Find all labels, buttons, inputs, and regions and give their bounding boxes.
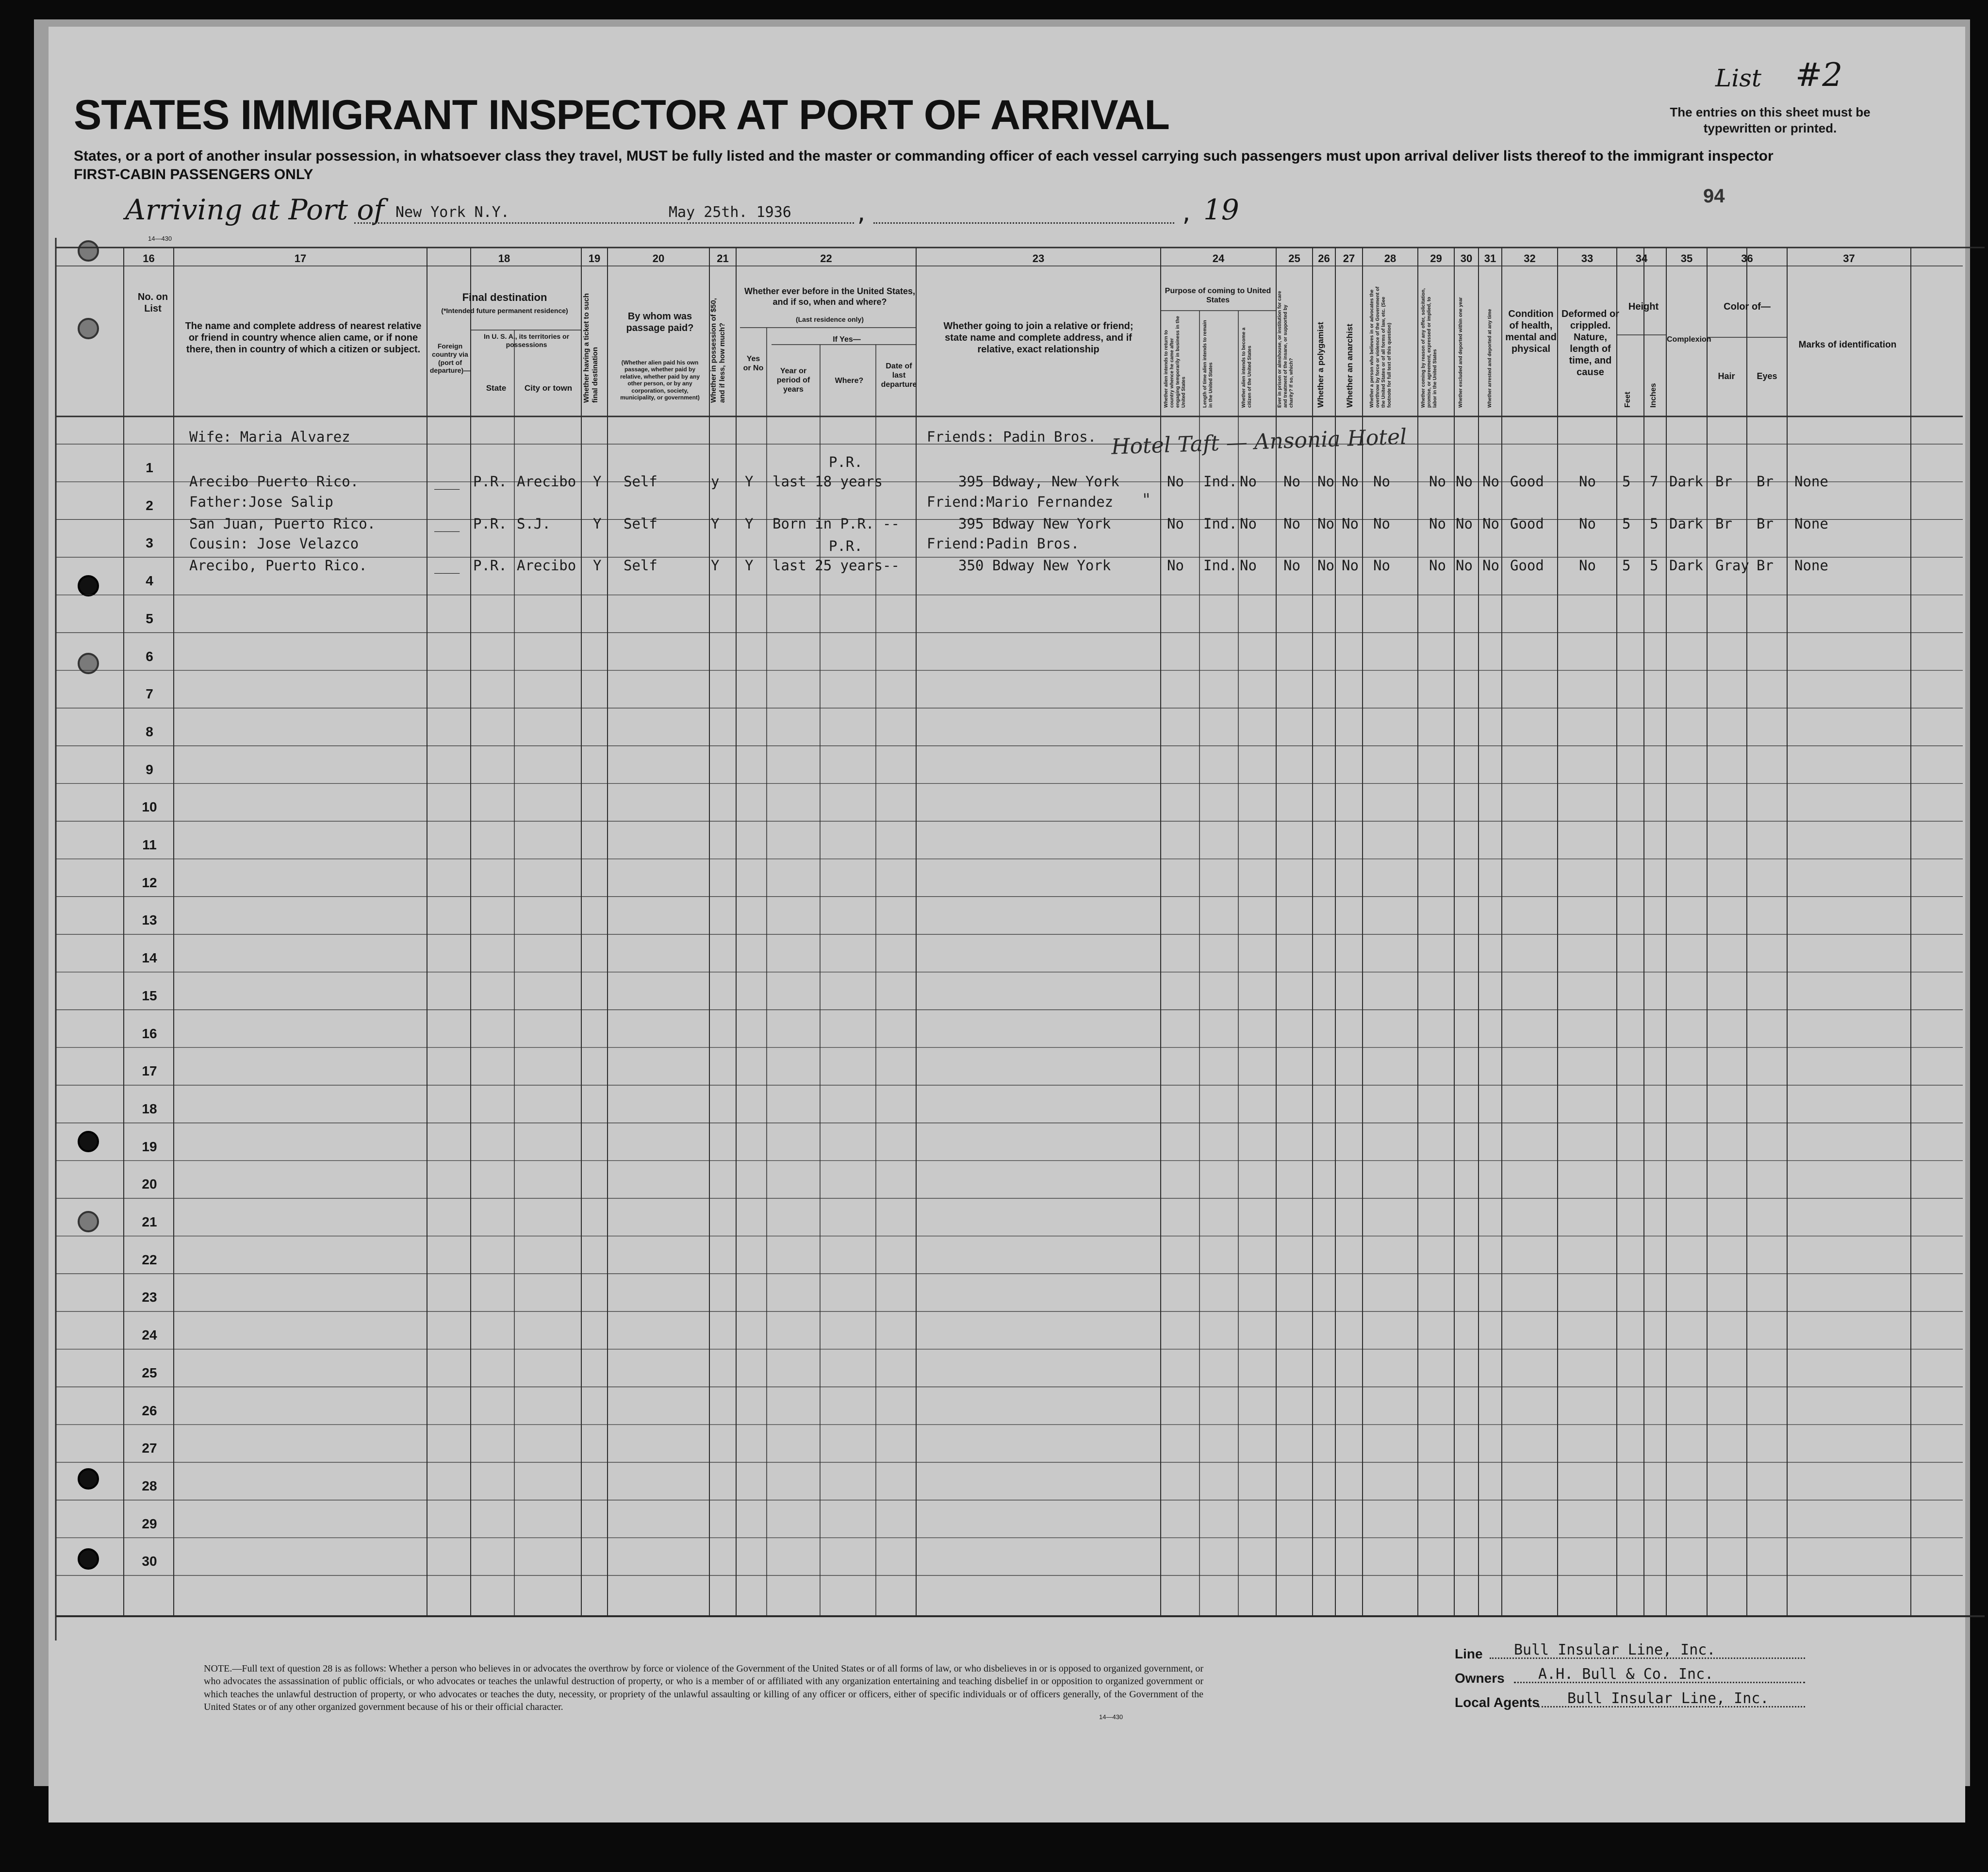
column-number: 30 [1460, 252, 1473, 265]
arriving-label: Arriving at Port of [125, 193, 384, 226]
form-subtitle: States, or a port of another insular possession, in whatsoever class they travel, MUST be fully listed and the master or commanding officer of each vessel carrying such passengers must upon arrival deliver lists thereof to the immigrant inspector [74, 148, 1774, 164]
anarchist-value: No [1342, 515, 1359, 532]
excluded-value: No [1456, 557, 1473, 574]
header-city: City or town [524, 383, 573, 393]
header-before-us: Whether ever before in the United States, and if so, when and where? [744, 286, 916, 307]
header-purpose: Purpose of coming to United States [1165, 287, 1271, 305]
first-cabin-label: FIRST-CABIN PASSENGERS ONLY [74, 166, 313, 182]
hair-color: Br [1715, 515, 1732, 532]
header-prison: Ever in prison or almshouse, or institution for care and treatment of the insane, or supported by charity? If so, which? [1277, 291, 1294, 408]
prison-value: No [1283, 557, 1300, 574]
agents-label: Local Agents [1455, 1695, 1540, 1710]
line-label: Line [1455, 1646, 1483, 1661]
offer-value: No [1429, 557, 1446, 574]
ticket-value: Y [593, 473, 602, 490]
header-final-destination-sub: (*Intended future permanent residence) [441, 307, 568, 315]
passage-paid-by: Self [624, 473, 657, 490]
column-number: 37 [1843, 252, 1855, 265]
line-value: Bull Insular Line, Inc. [1514, 1641, 1716, 1658]
column-number: 34 [1635, 252, 1648, 265]
column-number: 27 [1343, 252, 1355, 265]
row-number: 5 [146, 611, 153, 626]
footnote-q28: NOTE.—Full text of question 28 is as follows: Whether a person who believes in or advocates the overthrow by force or violence of the Government of the United States or of all forms of law, or who disbelieves in or is opposed to organized government, or who advocates the assassination of public officials, or who advocates or teaches the unlawful destruction of property, or who is a member of or affiliated with any organization entertaining and teaching disbelief in or opposition to organized government or which teaches the unlawful destruction of property, or who advocates or teaches the duty, necessity, or propriety of the unlawful assaulting or killing of any officer or officers, either of specific individuals or of officers generally, of the Government of the United States or of any other organized government because of his or their official character. [204, 1663, 1203, 1713]
length-value: Ind. [1203, 473, 1237, 490]
column-number: 17 [294, 252, 307, 265]
passage-paid-by: Self [624, 557, 657, 574]
money-value: Y [711, 557, 720, 574]
form-title: STATES IMMIGRANT INSPECTOR AT PORT OF ARRIVAL [74, 92, 1169, 138]
height-feet: 5 [1622, 557, 1631, 574]
header-where: Where? [835, 377, 864, 385]
excluded-value: No [1456, 515, 1473, 532]
anarchist-value: No [1342, 473, 1359, 490]
row-number: 19 [142, 1139, 157, 1154]
header-before-us-sub: (Last residence only) [795, 315, 864, 323]
anarchist-value: No [1342, 557, 1359, 574]
form-code: 14—430 [148, 235, 172, 242]
eye-color: Br [1757, 473, 1774, 490]
date-value: May 25th. 1936 [669, 204, 791, 221]
deformed-value: No [1579, 515, 1596, 532]
period-of-years: last 18 years [772, 473, 883, 490]
row-number: 29 [142, 1516, 157, 1531]
health-value: Good [1510, 515, 1544, 532]
destination-city: S.J. [517, 515, 551, 532]
row-number: 1 [146, 460, 153, 475]
row-number: 15 [142, 988, 157, 1003]
header-no-on-list: No. on List [137, 292, 168, 314]
arrested-value: No [1482, 473, 1499, 490]
polygamist-value: No [1317, 473, 1334, 490]
row-number: 24 [142, 1327, 157, 1343]
period-of-years: last 25 years-- [772, 557, 900, 574]
row-number: 6 [146, 648, 153, 664]
column-number: 31 [1484, 252, 1496, 265]
row-number: 30 [142, 1554, 157, 1569]
header-offer: Whether coming by reason of any offer, solicitation, promise, or agreement, expressed or implied, to labor in the United States [1421, 288, 1438, 408]
prison-value: No [1283, 515, 1300, 532]
page-number: 94 [1703, 185, 1725, 207]
relative-address: San Juan, Puerto Rico. [189, 515, 376, 532]
header-state: State [486, 383, 507, 393]
row-number: 25 [142, 1365, 157, 1380]
header-color: Color of— [1724, 301, 1771, 312]
where-value: P.R. [829, 454, 863, 470]
entries-note: The entries on this sheet must be typewritten or printed. [1670, 105, 1871, 135]
header-foreign-country: Foreign country via (port of departure)— [429, 342, 471, 375]
foreign-country: ___ [434, 473, 460, 490]
passage-paid-by: Self [624, 515, 657, 532]
comma: , [855, 201, 868, 226]
header-purpose-b: Length of time alien intends to remain in the United States [1202, 320, 1214, 408]
been-before: Y [745, 515, 754, 532]
ticket-value: Y [593, 515, 602, 532]
ticket-value: Y [593, 557, 602, 574]
column-number: 21 [717, 252, 729, 265]
deformed-value: No [1579, 473, 1596, 490]
relative-name: Father:Jose Salip [189, 494, 333, 510]
been-before: Y [745, 557, 754, 574]
row-number: 26 [142, 1403, 157, 1418]
header-excluded: Whether excluded and deported within one year [1458, 297, 1463, 408]
height-feet: 5 [1622, 515, 1631, 532]
column-number: 19 [588, 252, 601, 265]
column-number: 16 [143, 252, 155, 265]
length-value: Ind. [1203, 515, 1237, 532]
footnote-code: 14—430 [1099, 1713, 1123, 1721]
prison-value: No [1283, 473, 1300, 490]
row-number: 18 [142, 1101, 157, 1116]
column-number: 33 [1581, 252, 1594, 265]
arrested-value: No [1482, 557, 1499, 574]
column-number: 32 [1524, 252, 1536, 265]
marks-value: None [1794, 473, 1828, 490]
header-feet: Feet [1624, 392, 1632, 408]
header-anarchist: Whether an anarchist [1345, 324, 1354, 408]
header-overthrow: Whether a person who believes in or advocates the overthrow by force or violence of the Government of the United States or of all forms of law, etc. (See footnote for full text of this question) [1369, 286, 1392, 408]
column-number: 20 [652, 252, 665, 265]
offer-value: No [1429, 473, 1446, 490]
citizen-value: No [1240, 515, 1257, 532]
height-inches: 5 [1650, 515, 1659, 532]
row-number: 27 [142, 1441, 157, 1456]
destination-state: P.R. [473, 557, 507, 574]
header-departure: Date of last departure [881, 362, 917, 389]
row-number: 20 [142, 1176, 157, 1192]
purpose-value: No [1167, 473, 1184, 490]
year-prefix: 19 [1203, 193, 1239, 226]
row-number: 3 [146, 535, 153, 551]
comma: , [1180, 201, 1193, 226]
marks-value: None [1794, 557, 1828, 574]
money-value: y [711, 473, 720, 490]
header-complexion: Complexion [1667, 335, 1711, 344]
offer-value: No [1429, 515, 1446, 532]
header-passage-sub: (Whether alien paid his own passage, whether paid by relative, whether paid by any other person, or by any corporation, society, municipality, or government) [620, 359, 700, 401]
height-inches: 5 [1650, 557, 1659, 574]
row-number: 14 [142, 950, 157, 966]
join-name: Friend:Padin Bros. [927, 535, 1080, 552]
row-number: 2 [146, 497, 153, 513]
complexion-value: Dark [1669, 557, 1703, 574]
row-number: 7 [146, 686, 153, 702]
polygamist-value: No [1317, 515, 1334, 532]
excluded-value: No [1456, 473, 1473, 490]
marks-value: None [1794, 515, 1828, 532]
column-number: 23 [1032, 252, 1045, 265]
health-value: Good [1510, 557, 1544, 574]
row-number: 28 [142, 1478, 157, 1493]
header-marks: Marks of identification [1798, 340, 1897, 350]
height-inches: 7 [1650, 473, 1659, 490]
row-number: 9 [146, 762, 153, 777]
destination-state: P.R. [473, 515, 507, 532]
row-number: 16 [142, 1026, 157, 1041]
eye-color: Br [1757, 557, 1774, 574]
overthrow-value: No [1373, 557, 1390, 574]
row-number: 13 [142, 912, 157, 928]
relative-address: Arecibo, Puerto Rico. [189, 557, 367, 574]
row-number: 17 [142, 1063, 157, 1079]
column-number: 28 [1384, 252, 1397, 265]
column-number: 25 [1288, 252, 1300, 265]
join-address: 395 Bdway, New York [958, 473, 1119, 490]
handwritten-hotel-note: Hotel Taft — Ansonia Hotel [1111, 424, 1407, 460]
header-yes-no: Yes or No [743, 355, 764, 373]
purpose-value: No [1167, 515, 1184, 532]
header-purpose-c: Whether alien intends to become a citizen of the United States [1241, 327, 1252, 408]
column-number: 24 [1212, 252, 1225, 265]
join-name: Friend:Mario Fernandez [927, 494, 1114, 510]
column-number: 26 [1318, 252, 1330, 265]
overthrow-value: No [1373, 473, 1390, 490]
column-number: 36 [1741, 252, 1753, 265]
eye-color: Br [1757, 515, 1774, 532]
header-passage: By whom was passage paid? [626, 311, 694, 333]
row-number: 12 [142, 875, 157, 890]
column-number: 22 [820, 252, 832, 265]
header-eyes: Eyes [1757, 371, 1777, 381]
relative-address: Arecibo Puerto Rico. [189, 473, 359, 490]
column-number: 29 [1430, 252, 1442, 265]
handwritten-ditto: " [1142, 490, 1151, 510]
row-number: 23 [142, 1290, 157, 1305]
hair-color: Gray [1715, 557, 1749, 574]
destination-state: P.R. [473, 473, 507, 490]
header-purpose-a: Whether alien intends to return to country whence he came after engaging temporarily in business in the United States [1164, 316, 1186, 408]
row-number: 11 [142, 837, 157, 852]
citizen-value: No [1240, 557, 1257, 574]
header-polygamist: Whether a polygamist [1316, 322, 1325, 408]
been-before: Y [745, 473, 754, 490]
row-number: 21 [142, 1214, 157, 1229]
hair-color: Br [1715, 473, 1732, 490]
header-usa: In U. S. A., its territories or possessions [483, 332, 570, 348]
relative-name: Wife: Maria Alvarez [189, 429, 350, 445]
agents-value: Bull Insular Line, Inc. [1567, 1690, 1769, 1707]
money-value: Y [711, 515, 720, 532]
owners-label: Owners [1455, 1671, 1505, 1686]
destination-city: Arecibo [517, 473, 576, 490]
join-address: 395 Bdway New York [958, 515, 1111, 532]
list-number: #2 [1795, 56, 1843, 94]
row-number: 4 [146, 573, 153, 589]
header-arrested: Whether arrested and deported at any time [1487, 309, 1493, 408]
citizen-value: No [1240, 473, 1257, 490]
header-final-destination: Final destination [462, 291, 547, 303]
header-relative: The name and complete address of nearest relative or friend in country whence alien came, or if none there, then in country of which a citizen or subject. [185, 321, 422, 355]
list-label: List [1715, 64, 1761, 92]
destination-city: Arecibo [517, 557, 576, 574]
complexion-value: Dark [1669, 473, 1703, 490]
row-number: 8 [146, 724, 153, 739]
header-deformed: Deformed or crippled. Nature, length of time, and cause [1561, 309, 1619, 378]
header-if-yes: If Yes— [833, 335, 861, 344]
row-number: 10 [142, 799, 157, 815]
header-ticket: Whether having a ticket to such final destination [582, 293, 599, 403]
purpose-value: No [1167, 557, 1184, 574]
header-money: Whether in possession of $50, and if less, how much? [709, 298, 726, 403]
polygamist-value: No [1317, 557, 1334, 574]
period-of-years: Born in P.R. -- [772, 515, 900, 532]
header-inches: Inches [1649, 383, 1658, 408]
height-feet: 5 [1622, 473, 1631, 490]
foreign-country: ___ [434, 557, 460, 574]
health-value: Good [1510, 473, 1544, 490]
owners-value: A.H. Bull & Co. Inc. [1538, 1666, 1714, 1683]
join-name: Friends: Padin Bros. [927, 429, 1097, 445]
foreign-country: ___ [434, 515, 460, 532]
header-hair: Hair [1718, 371, 1735, 381]
deformed-value: No [1579, 557, 1596, 574]
header-period: Year or period of years [776, 367, 810, 394]
length-value: Ind. [1203, 557, 1237, 574]
relative-name: Cousin: Jose Velazco [189, 535, 359, 552]
row-number: 22 [142, 1252, 157, 1267]
column-number: 35 [1680, 252, 1693, 265]
join-address: 350 Bdway New York [958, 557, 1111, 574]
complexion-value: Dark [1669, 515, 1703, 532]
arrested-value: No [1482, 515, 1499, 532]
where-value: P.R. [829, 538, 863, 554]
overthrow-value: No [1373, 515, 1390, 532]
header-height: Height [1628, 301, 1659, 312]
header-join: Whether going to join a relative or friend; state name and complete address, and if relative, exact relationship [943, 321, 1134, 355]
header-health: Condition of health, mental and physical [1505, 309, 1557, 354]
port-value: New York N.Y. [395, 204, 509, 221]
column-number: 18 [498, 252, 510, 265]
